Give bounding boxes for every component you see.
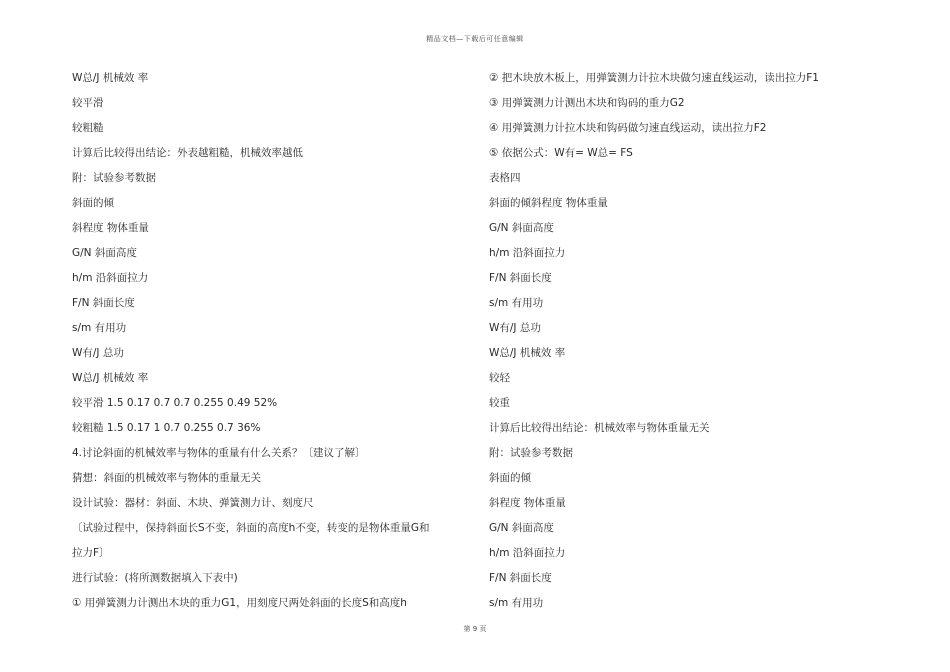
text-line: 斜程度 物体重量: [489, 497, 566, 509]
text-line: 表格四: [489, 172, 521, 184]
text-line: 较粗糙 1.5 0.17 1 0.7 0.255 0.7 36%: [72, 422, 261, 434]
text-line: F/N 斜面长度: [72, 297, 135, 309]
text-line: 附：试验参考数据: [72, 172, 156, 184]
text-line: 斜面的倾: [72, 197, 114, 209]
text-line: 较重: [489, 397, 510, 409]
text-line: W总/J 机械效 率: [72, 372, 149, 384]
text-line: ④ 用弹簧测力计拉木块和钩码做匀速直线运动，读出拉力F2: [489, 122, 767, 134]
page-header: 精品文档—下载后可任意编辑: [426, 35, 524, 43]
text-line: G/N 斜面高度: [72, 247, 137, 259]
text-line: s/m 有用功: [489, 597, 544, 609]
text-line: ① 用弹簧测力计测出木块的重力G1，用刻度尺两处斜面的长度S和高度h: [72, 597, 407, 609]
page-number: 第 9 页: [463, 625, 487, 633]
text-line: W有/J 总功: [489, 322, 541, 334]
text-line: h/m 沿斜面拉力: [489, 547, 566, 559]
text-line: 计算后比较得出结论：外表越粗糙，机械效率越低: [72, 147, 303, 159]
text-line: W总/J 机械效 率: [72, 72, 149, 84]
text-line: W总/J 机械效 率: [489, 347, 566, 359]
text-line: 斜程度 物体重量: [72, 222, 149, 234]
left-column: [72, 66, 472, 616]
text-line: G/N 斜面高度: [489, 522, 554, 534]
text-line: F/N 斜面长度: [489, 272, 552, 284]
text-line: h/m 沿斜面拉力: [489, 247, 566, 259]
text-line: s/m 有用功: [489, 297, 544, 309]
right-column: [489, 66, 889, 616]
text-line: 较粗糙: [72, 122, 104, 134]
text-line: ② 把木块放木板上，用弹簧测力计拉木块做匀速直线运动，读出拉力F1: [489, 72, 819, 84]
text-line: 计算后比较得出结论：机械效率与物体重量无关: [489, 422, 710, 434]
text-line: ③ 用弹簧测力计测出木块和钩码的重力G2: [489, 97, 685, 109]
text-line: 斜面的倾斜程度 物体重量: [489, 197, 608, 209]
text-line: 4.讨论斜面的机械效率与物体的重量有什么关系？〔建议了解〕: [72, 447, 366, 459]
text-line: 斜面的倾: [489, 472, 531, 484]
text-line: 〔试验过程中，保持斜面长S不变，斜面的高度h不变，转变的是物体重量G和: [72, 522, 430, 534]
text-line: s/m 有用功: [72, 322, 127, 334]
text-line: F/N 斜面长度: [489, 572, 552, 584]
text-line: 较轻: [489, 372, 510, 384]
text-line: 拉力F〕: [72, 547, 110, 559]
text-line: 进行试验：(将所测数据填入下表中): [72, 572, 238, 584]
text-line: h/m 沿斜面拉力: [72, 272, 149, 284]
text-line: 较平滑 1.5 0.17 0.7 0.7 0.255 0.49 52%: [72, 397, 278, 409]
text-line: 较平滑: [72, 97, 104, 109]
text-line: 附：试验参考数据: [489, 447, 573, 459]
text-line: ⑤ 依据公式：W有= W总= FS: [489, 147, 633, 159]
text-line: G/N 斜面高度: [489, 222, 554, 234]
text-line: 设计试验：器材：斜面、木块、弹簧测力计、刻度尺: [72, 497, 314, 509]
text-line: 猜想：斜面的机械效率与物体的重量无关: [72, 472, 261, 484]
text-line: W有/J 总功: [72, 347, 124, 359]
